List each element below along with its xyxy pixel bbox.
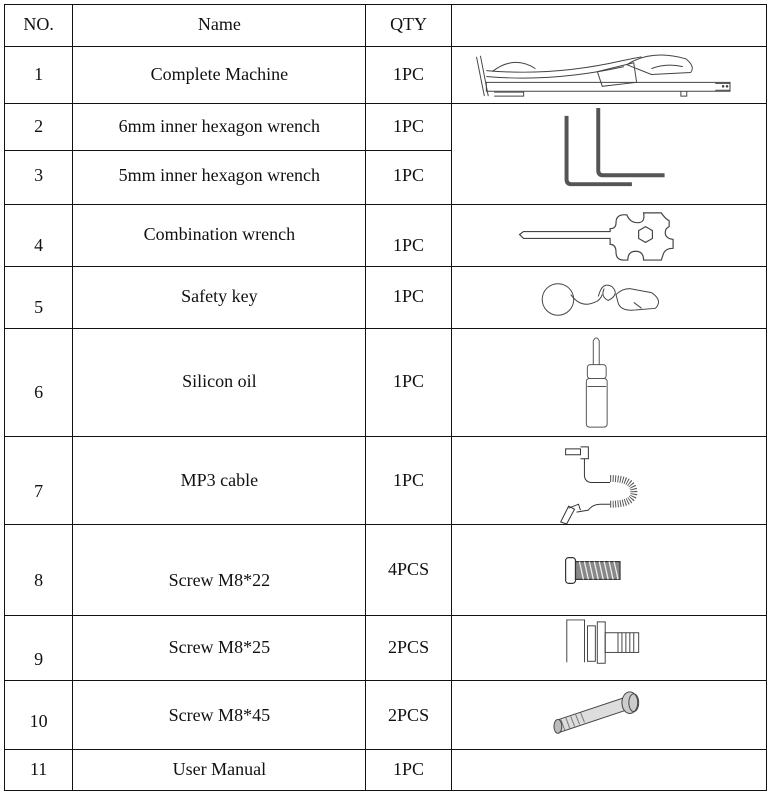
- cell-no: [5, 750, 73, 791]
- row-name: 5mm inner hexagon wrench: [118, 165, 321, 185]
- row-name: User Manual: [172, 759, 267, 779]
- row-qty: 1PC: [393, 371, 425, 391]
- row-qty: 1PC: [393, 116, 425, 136]
- row-name: Screw M8*45: [168, 705, 271, 725]
- header-image: [451, 5, 766, 47]
- cell-no: [5, 104, 73, 151]
- cell-image: [451, 329, 766, 437]
- cell-qty: [366, 681, 451, 750]
- cell-no: [5, 329, 73, 437]
- table-row: [5, 616, 767, 681]
- row-name: MP3 cable: [180, 470, 259, 490]
- cell-image: [451, 47, 766, 104]
- header-name: [73, 5, 366, 47]
- cell-no: [5, 205, 73, 267]
- cell-image: [451, 267, 766, 329]
- header-name-label: Name: [197, 14, 241, 34]
- cell-qty: [366, 616, 451, 681]
- safety-key-icon: [452, 267, 766, 328]
- cell-qty: [366, 205, 451, 267]
- row-no: 5: [34, 297, 44, 317]
- row-qty: 2PCS: [388, 637, 430, 657]
- cell-qty: [366, 437, 451, 525]
- cell-name: [73, 47, 366, 104]
- cell-name: [73, 205, 366, 267]
- cell-image: [451, 750, 766, 791]
- row-qty: 2PCS: [388, 705, 430, 725]
- cell-qty: [366, 151, 451, 205]
- cell-name: [73, 616, 366, 681]
- row-qty: 1PC: [393, 165, 425, 185]
- cell-image: [451, 616, 766, 681]
- combination-wrench-icon: [452, 205, 766, 266]
- cell-image: [451, 205, 766, 267]
- cell-image: [451, 525, 766, 616]
- cell-no: [5, 47, 73, 104]
- header-qty-label: QTY: [390, 14, 428, 34]
- parts-list-table: [4, 4, 767, 791]
- cell-name: [73, 329, 366, 437]
- cell-no: [5, 437, 73, 525]
- table-row: [5, 750, 767, 791]
- cell-name: [73, 437, 366, 525]
- cell-qty: [366, 267, 451, 329]
- hex-wrenches-icon: [452, 104, 766, 204]
- cell-name: [73, 750, 366, 791]
- row-name: Silicon oil: [182, 371, 257, 391]
- cell-no: [5, 681, 73, 750]
- treadmill-machine-icon: [452, 47, 766, 103]
- table-row: [5, 47, 767, 104]
- row-no: 3: [34, 165, 44, 185]
- row-no: 2: [34, 116, 44, 136]
- row-name: Combination wrench: [143, 224, 296, 244]
- row-name: Complete Machine: [150, 64, 289, 84]
- table-row: [5, 681, 767, 750]
- row-qty: 1PC: [393, 235, 425, 255]
- cell-image: [451, 104, 766, 205]
- row-name: Safety key: [181, 286, 258, 306]
- cell-qty: [366, 47, 451, 104]
- cell-no: [5, 616, 73, 681]
- cell-name: [73, 104, 366, 151]
- row-no: 11: [29, 759, 48, 779]
- row-no: 6: [34, 382, 44, 402]
- cell-name: [73, 681, 366, 750]
- cell-name: [73, 525, 366, 616]
- cell-no: [5, 267, 73, 329]
- cell-qty: [366, 525, 451, 616]
- row-no: 10: [29, 711, 48, 731]
- header-no-label: NO.: [23, 14, 54, 34]
- cell-qty: [366, 750, 451, 791]
- row-name: Screw M8*22: [168, 570, 271, 590]
- row-qty: 1PC: [393, 286, 425, 306]
- row-name: 6mm inner hexagon wrench: [118, 116, 321, 136]
- oil-bottle-icon: [452, 329, 766, 436]
- table-row: [5, 437, 767, 525]
- table-row: [5, 329, 767, 437]
- row-no: 9: [34, 649, 44, 669]
- table-row: [5, 205, 767, 267]
- row-qty: 4PCS: [388, 559, 430, 579]
- row-qty: 1PC: [393, 759, 425, 779]
- screw-icon: [452, 525, 766, 615]
- cell-image: [451, 437, 766, 525]
- cell-name: [73, 267, 366, 329]
- row-qty: 1PC: [393, 470, 425, 490]
- cell-no: [5, 525, 73, 616]
- row-qty: 1PC: [393, 64, 425, 84]
- row-no: 7: [34, 481, 44, 501]
- row-no: 8: [34, 570, 44, 590]
- cell-name: [73, 151, 366, 205]
- long-screw-icon: [452, 681, 766, 749]
- cell-no: [5, 151, 73, 205]
- row-name: Screw M8*25: [168, 637, 271, 657]
- table-row: [5, 525, 767, 616]
- cell-image: [451, 681, 766, 750]
- row-no: 4: [34, 235, 44, 255]
- header-no: [5, 5, 73, 47]
- audio-cable-icon: [452, 437, 766, 524]
- screw-washer-icon: [452, 616, 766, 680]
- header-row: [5, 5, 767, 47]
- row-no: 1: [34, 64, 44, 84]
- table-row: [5, 267, 767, 329]
- header-qty: [366, 5, 451, 47]
- table-row: [5, 104, 767, 151]
- cell-qty: [366, 329, 451, 437]
- cell-qty: [366, 104, 451, 151]
